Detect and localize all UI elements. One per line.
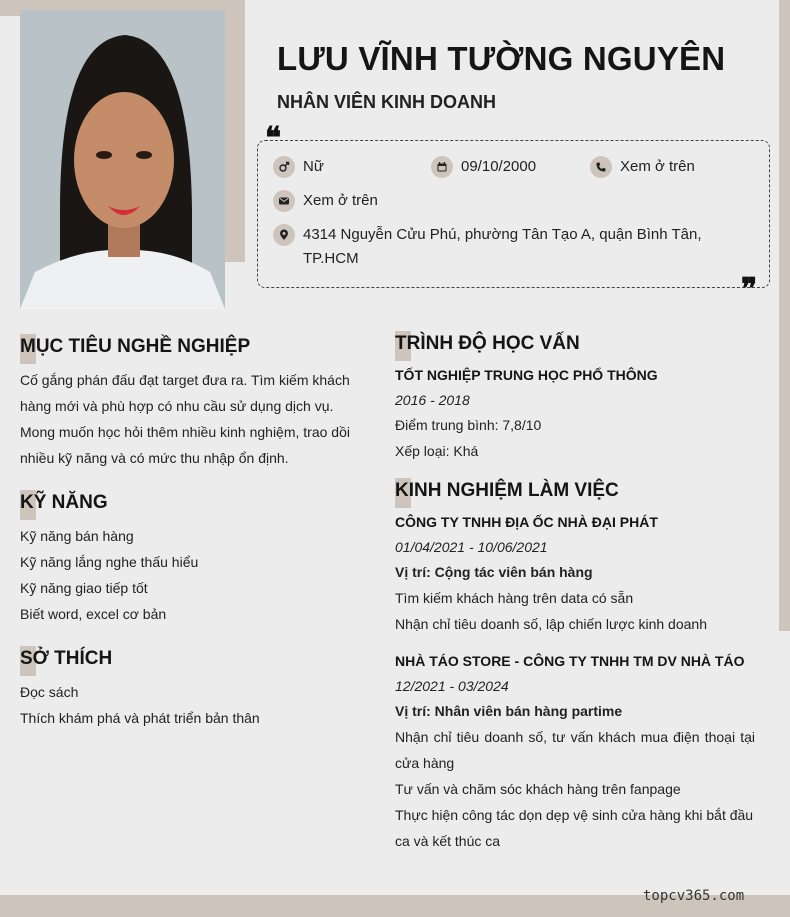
job-period: 12/2021 - 03/2024 xyxy=(395,678,509,694)
job-duty: Tìm kiếm khách hàng trên data có sẵn xyxy=(395,590,634,606)
candidate-position: NHÂN VIÊN KINH DOANH xyxy=(277,92,497,112)
address-value xyxy=(303,223,702,271)
phone-icon xyxy=(590,156,612,178)
skill-item: Kỹ năng bán hàng xyxy=(20,528,134,544)
job-role: Vị trí: Cộng tác viên bán hàng xyxy=(395,564,593,580)
job-period: 01/04/2021 - 10/06/2021 xyxy=(395,539,548,555)
quote-open-icon: ❝ xyxy=(265,121,282,156)
decorative-strip xyxy=(0,16,20,262)
contact-phone xyxy=(590,155,695,179)
decorative-bar-right xyxy=(779,0,790,631)
objective-line: Cố gắng phán đấu đạt target đưa ra. Tìm kiếm khách xyxy=(20,372,350,388)
email-value: Xem ở trên xyxy=(303,192,378,209)
contact-birthday xyxy=(431,155,536,179)
job-duty: Tư vấn và chăm sóc khách hàng trên fanpage xyxy=(395,781,681,797)
hobby-item: Đọc sách xyxy=(20,684,79,700)
job-role: Vị trí: Nhân viên bán hàng partime xyxy=(395,703,623,719)
education-gpa: Điểm trung bình: 7,8/10 xyxy=(395,417,542,433)
hobbies-section-title: SỞ THÍCH xyxy=(20,648,112,670)
objective-line: Mong muốn học hỏi thêm nhiều kinh nghiệm, trao dồi xyxy=(20,424,350,440)
address-line-1: 4314 Nguyễn Cửu Phú, phường Tân Tạo A, quận Bình Tân, xyxy=(303,226,702,243)
skill-item: Kỹ năng giao tiếp tốt xyxy=(20,580,148,596)
location-pin-icon xyxy=(273,224,295,246)
experience-job-1 xyxy=(395,509,755,637)
contact-box xyxy=(257,140,770,288)
job-duty: cửa hàng xyxy=(395,755,455,771)
education-rank: Xếp loại: Khá xyxy=(395,443,479,459)
calendar-icon xyxy=(431,156,453,178)
quote-close-icon: ❞ xyxy=(741,272,758,307)
phone-value: Xem ở trên xyxy=(620,158,695,175)
job-company: CÔNG TY TNHH ĐỊA ỐC NHÀ ĐẠI PHÁT xyxy=(395,514,658,530)
contact-email xyxy=(273,189,378,213)
job-duty: Nhận chỉ tiêu doanh số, lập chiến lược kinh doanh xyxy=(395,616,707,632)
experience-job-2 xyxy=(395,648,755,854)
contact-address xyxy=(273,223,743,271)
hobbies-list xyxy=(20,679,358,731)
email-icon xyxy=(273,190,295,212)
education-period: 2016 - 2018 xyxy=(395,392,470,408)
skill-item: Kỹ năng lắng nghe thấu hiểu xyxy=(20,554,199,570)
skill-item: Biết word, excel cơ bản xyxy=(20,606,167,622)
hobby-item: Thích khám phá và phát triển bản thân xyxy=(20,710,260,726)
objective-line: nhiều kỹ năng và có mức thu nhập ổn định. xyxy=(20,450,289,466)
job-duty: Nhận chỉ tiêu doanh số, tư vấn khách mua điện thoại tại xyxy=(395,729,755,745)
candidate-name: LƯU VĨNH TƯỜNG NGUYÊN xyxy=(277,40,726,77)
objective-section-title: MỤC TIÊU NGHỀ NGHIỆP xyxy=(20,336,250,358)
gender-value: Nữ xyxy=(303,158,324,175)
education-school: TỐT NGHIỆP TRUNG HỌC PHỔ THÔNG xyxy=(395,367,658,383)
objective-text xyxy=(20,367,358,471)
objective-line: hàng mới và phù hợp có nhu cầu sử dụng dịch vụ. xyxy=(20,398,334,414)
skills-list xyxy=(20,523,358,627)
watermark: topcv365.com xyxy=(643,888,745,904)
birthday-value: 09/10/2000 xyxy=(461,158,537,175)
job-duty: Thực hiện công tác dọn dẹp vệ sinh cửa hàng khi bắt đầu xyxy=(395,807,754,823)
gender-icon xyxy=(273,156,295,178)
skills-section-title: KỸ NĂNG xyxy=(20,492,108,514)
education-section-title: TRÌNH ĐỘ HỌC VẤN xyxy=(395,333,580,355)
address-line-2: TP.HCM xyxy=(303,250,359,267)
job-company: NHÀ TÁO STORE - CÔNG TY TNHH TM DV NHÀ TÁO xyxy=(395,653,745,669)
education-block xyxy=(395,362,755,464)
job-duty: ca và kết thúc ca xyxy=(395,833,501,849)
profile-photo xyxy=(20,10,225,309)
experience-section-title: KINH NGHIỆM LÀM VIỆC xyxy=(395,480,619,502)
contact-gender xyxy=(273,155,324,179)
